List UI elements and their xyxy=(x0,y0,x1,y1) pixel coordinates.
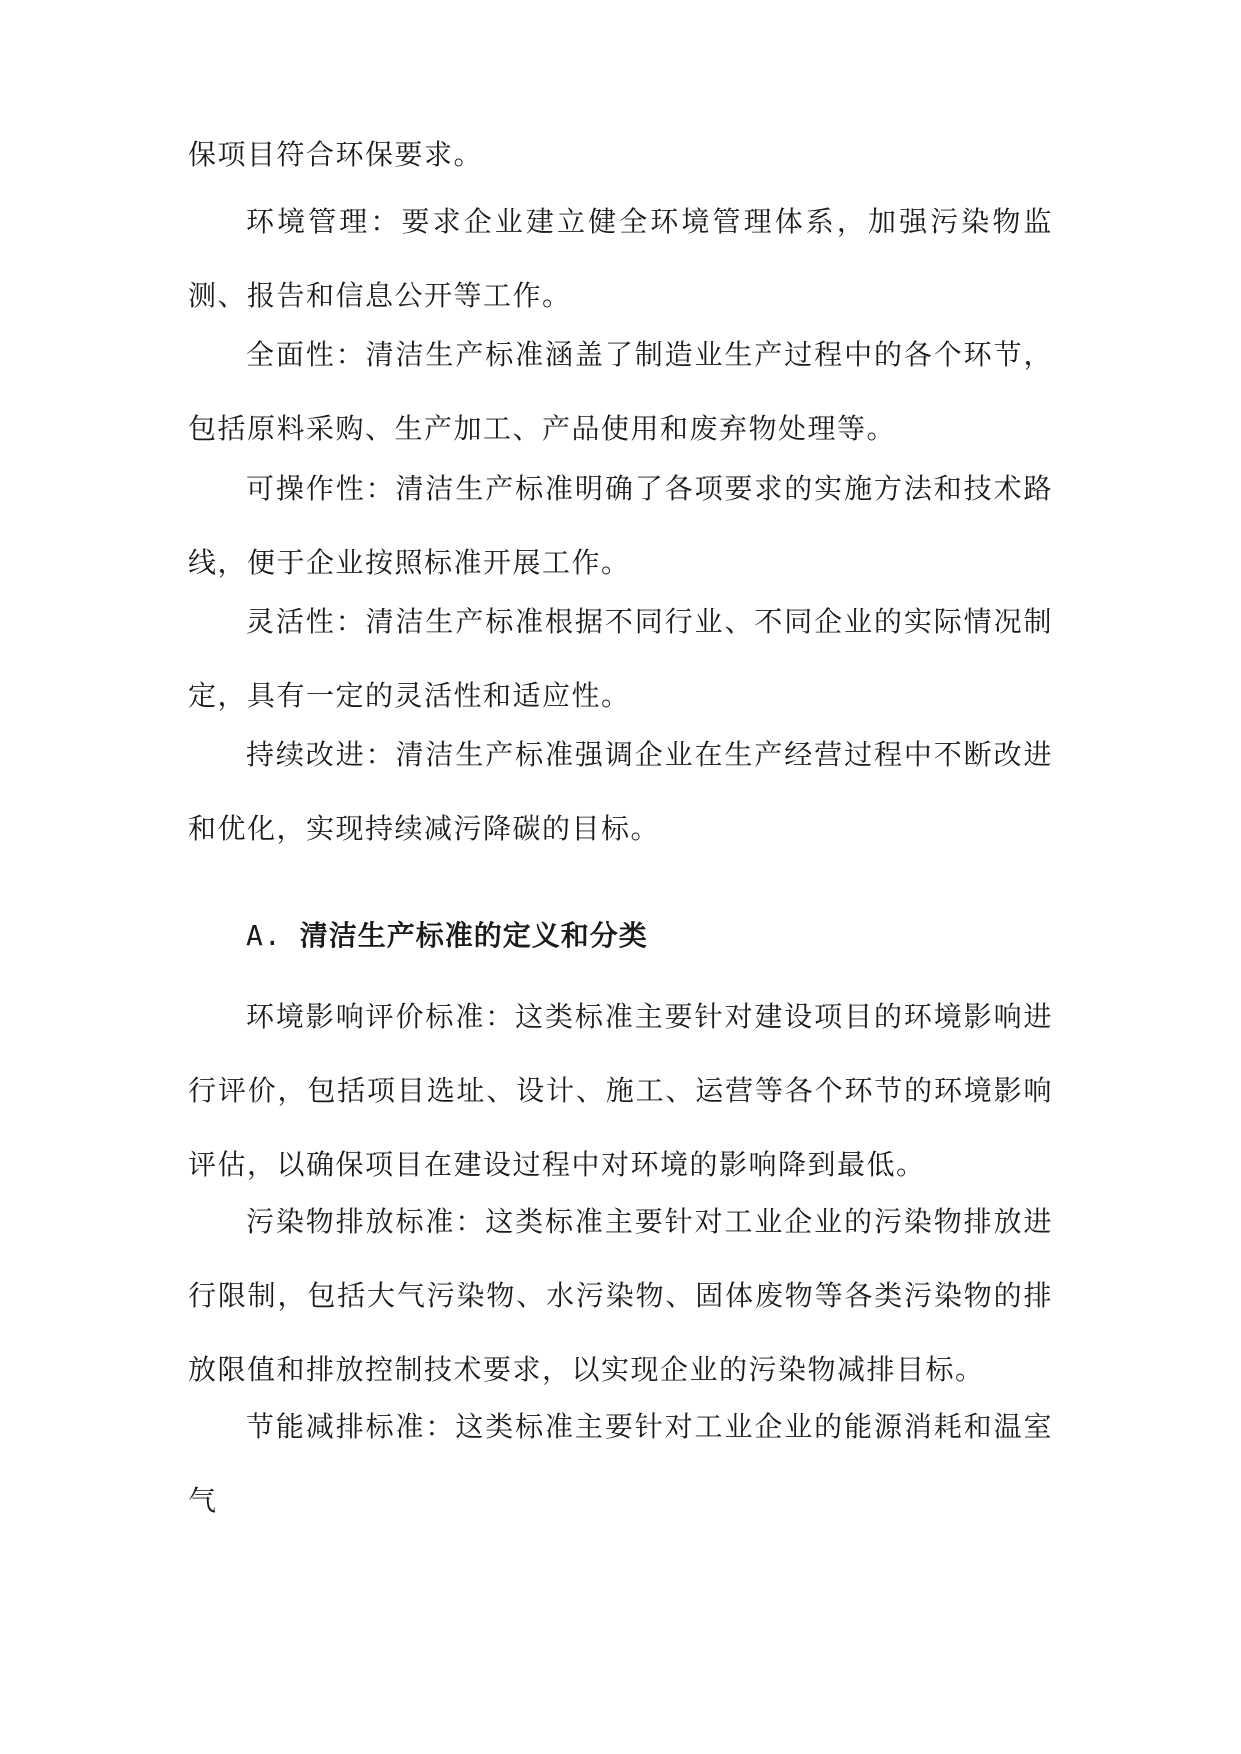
section-heading-text: 清洁生产标准的定义和分类 xyxy=(299,919,648,952)
paragraph-eia-standards: 环境影响评价标准：这类标准主要针对建设项目的环境影响进行评价，包括项目选址、设计、施工、运营等各个环节的环境影响评估，以确保项目在建设过程中对环境的影响降到最低。 xyxy=(188,1000,1053,1181)
section-heading-marker: A. xyxy=(246,919,282,952)
paragraph-emission-standards: 污染物排放标准：这类标准主要针对工业企业的污染物排放进行限制，包括大气污染物、水污染物、固体废物等各类污染物的排放限值和排放控制技术要求，以实现企业的污染物减排目标。 xyxy=(188,1205,1053,1386)
paragraph-energy-saving-standards: 节能减排标准：这类标准主要针对工业企业的能源消耗和温室气 xyxy=(188,1410,1053,1517)
paragraph-comprehensiveness: 全面性：清洁生产标准涵盖了制造业生产过程中的各个环节，包括原料采购、生产加工、产品使用和废弃物处理等。 xyxy=(188,338,1053,445)
section-heading xyxy=(246,916,648,956)
paragraph-operability: 可操作性：清洁生产标准明确了各项要求的实施方法和技术路线，便于企业按照标准开展工作。 xyxy=(188,472,1053,579)
paragraph-continuation: 保项目符合环保要求。 xyxy=(188,138,484,171)
paragraph-environmental-management: 环境管理：要求企业建立健全环境管理体系，加强污染物监测、报告和信息公开等工作。 xyxy=(188,205,1053,312)
paragraph-continuous-improvement: 持续改进：清洁生产标准强调企业在生产经营过程中不断改进和优化，实现持续减污降碳的目标。 xyxy=(188,738,1053,845)
paragraph-flexibility: 灵活性：清洁生产标准根据不同行业、不同企业的实际情况制定，具有一定的灵活性和适应性。 xyxy=(188,605,1053,712)
